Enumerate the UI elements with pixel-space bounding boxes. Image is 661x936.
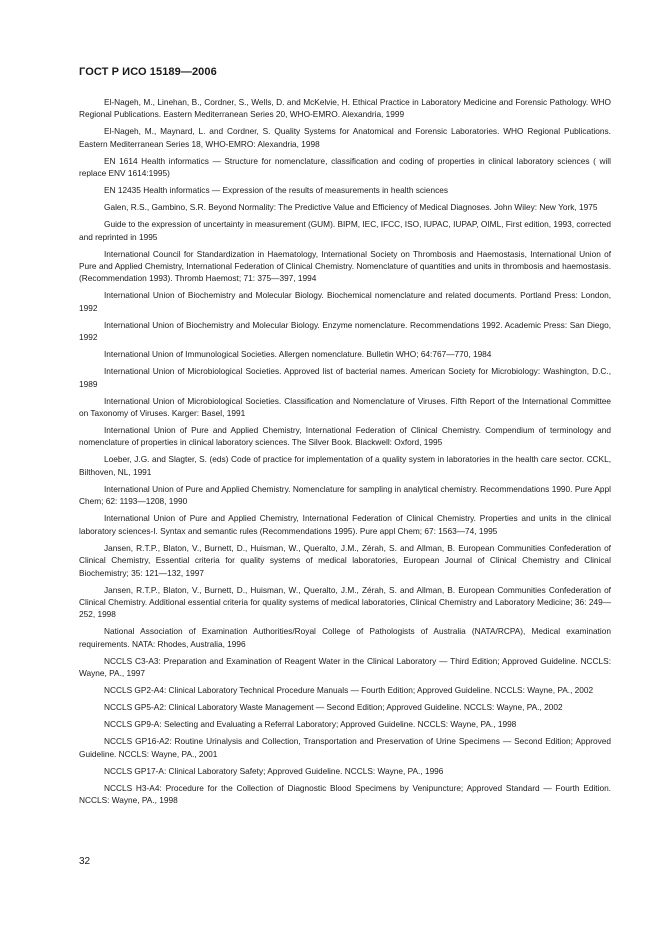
bibliography-entry: NCCLS GP9-A: Selecting and Evaluating a Referral Laboratory; Approved Guideline. NCCLS: Wayne, PA., 1998 (104, 719, 517, 730)
bibliography-entry: International Union of Pure and Applied Chemistry, International Federation of Clinical Chemistry. Compendium of terminology and nomenclature of properties in clinical laboratory sciences. The Silver Book. Blackwell: Oxford, 1995 (79, 425, 611, 448)
bibliography-entry: International Union of Biochemistry and Molecular Biology. Enzyme nomenclature. Recommendations 1992. Academic Press: San Diego, 1992 (79, 319, 611, 343)
bibliography-entry: National Association of Examination Authorities/Royal College of Pathologists of Australia (NATA/RCPA), Medical examination requirements. NATA: Rhodes, Australia, 1996 (79, 626, 611, 649)
bibliography-entry: NCCLS GP2-A4: Clinical Laboratory Technical Procedure Manuals — Fourth Edition; Approved Guideline. NCCLS: Wayne, PA., 2002 (104, 685, 594, 696)
bibliography-entry: Jansen, R.T.P., Blaton, V., Burnett, D., Huisman, W., Queralto, J.M., Zérah, S. and Allman, B. European Communities Confederation of Clinical Chemistry, Essential criteria for quality systems of medical laboratories, European Journal of Clinical Chemistry and Clinical Biochemistry; 35: 121—132, 1997 (79, 542, 611, 578)
bibliography-entry: International Council for Standardization in Haematology, International Society on Thrombosis and Haemostasis, International Union of Pure and Applied Chemistry, International Federation of Clinical Chemistry. Nomenclature of quantities and units in thrombosis and haemostasis. (Recommendation 1993). Thromb Haemost; 71: 375—397, 1994 (79, 248, 611, 284)
bibliography-entry: El-Nageh, M., Maynard, L. and Cordner, S. Quality Systems for Anatomical and Forensic Laboratories. WHO Regional Publications. Eastern Mediterranean Series 18, WHO-EMRO: Alexandria, 1998 (79, 126, 611, 149)
bibliography-entry: NCCLS GP5-A2: Clinical Laboratory Waste Management — Second Edition; Approved Guideline. NCCLS: Wayne, PA., 2002 (104, 702, 563, 713)
document-header: ГОСТ Р ИСО 15189—2006 (79, 66, 217, 78)
bibliography-entry: International Union of Pure and Applied Chemistry. Nomenclature for sampling in analytical chemistry. Recommendations 1990. Pure Appl Chem; 62: 1193—1208, 1990 (79, 483, 611, 507)
bibliography-entry: NCCLS H3-A4: Procedure for the Collection of Diagnostic Blood Specimens by Venipuncture; Approved Standard — Fourth Edition. NCCLS: Wayne, PA., 1998 (79, 782, 611, 805)
bibliography-entry: Jansen, R.T.P., Blaton, V., Burnett, D., Huisman, W., Queralto, J.M., Zérah, S. and Allman, B. European Communities Confederation of Clinical Chemistry. Additional essential criteria for quality systems of medical laboratories, Clinical Chemistry and Laboratory Medicine; 36: 249—252, 1998 (79, 584, 611, 620)
bibliography-entry: EN 1614 Health informatics — Structure for nomenclature, classification and coding of properties in clinical laboratory sciences ( will replace ENV 1614:1995) (79, 155, 611, 179)
bibliography-entry: Guide to the expression of uncertainty in measurement (GUM). BIPM, IEC, IFCC, ISO, IUPAC, IUPAP, OIML, First edition, 1993, corrected and reprinted in 1995 (79, 219, 611, 242)
bibliography-entry: NCCLS C3-A3: Preparation and Examination of Reagent Water in the Clinical Laboratory — Third Edition; Approved Guideline. NCCLS: Wayne, PA., 1997 (79, 655, 611, 679)
bibliography-entry: EN 12435 Health informatics — Expression of the results of measurements in health sciences (104, 185, 449, 196)
bibliography-entry: International Union of Microbiological Societies. Approved list of bacterial names. American Society for Microbiology: Washington, D.C., 1989 (79, 366, 611, 389)
page-number: 32 (79, 856, 91, 867)
bibliography-entry: International Union of Biochemistry and Molecular Biology. Biochemical nomenclature and related documents. Portland Press: London, 1992 (79, 290, 611, 313)
bibliography-entry: International Union of Microbiological Societies. Classification and Nomenclature of Viruses. Fifth Report of the International Committee on Taxonomy of Viruses. Karger: Basel, 1991 (79, 395, 611, 419)
bibliography-entry: Galen, R.S., Gambino, S.R. Beyond Normality: The Predictive Value and Efficiency of Medical Diagnoses. John Wiley: New York, 1975 (104, 202, 598, 213)
bibliography-entry: NCCLS GP16-A2: Routine Urinalysis and Collection, Transportation and Preservation of Urine Specimens — Second Edition; Approved Guideline. NCCLS: Wayne, PA., 2001 (79, 736, 611, 759)
bibliography-entry: International Union of Pure and Applied Chemistry, International Federation of Clinical Chemistry. Properties and units in the clinical laboratory sciences-I. Syntax and semantic rules (Recommendations 1995). Pure appl Chem; 67: 1563—74, 1995 (79, 513, 611, 536)
bibliography-entry: El-Nageh, M., Linehan, B., Cordner, S., Wells, D. and McKelvie, H. Ethical Practice in Laboratory Medicine and Forensic Pathology. WHO Regional Publications. Eastern Mediterranean Series 20, WHO-EMRO. Alexandria, 1999 (79, 97, 611, 120)
bibliography-list (79, 96, 611, 811)
bibliography-entry: NCCLS GP17-A: Clinical Laboratory Safety; Approved Guideline. NCCLS: Wayne, PA., 1996 (104, 765, 444, 776)
bibliography-entry: Loeber, J.G. and Slagter, S. (eds) Code of practice for implementation of a quality system in laboratories in the health care sector. CCKL, Bilthoven, NL, 1991 (79, 454, 611, 477)
bibliography-entry: International Union of Immunological Societies. Allergen nomenclature. Bulletin WHO; 64:767—770, 1984 (104, 349, 492, 360)
